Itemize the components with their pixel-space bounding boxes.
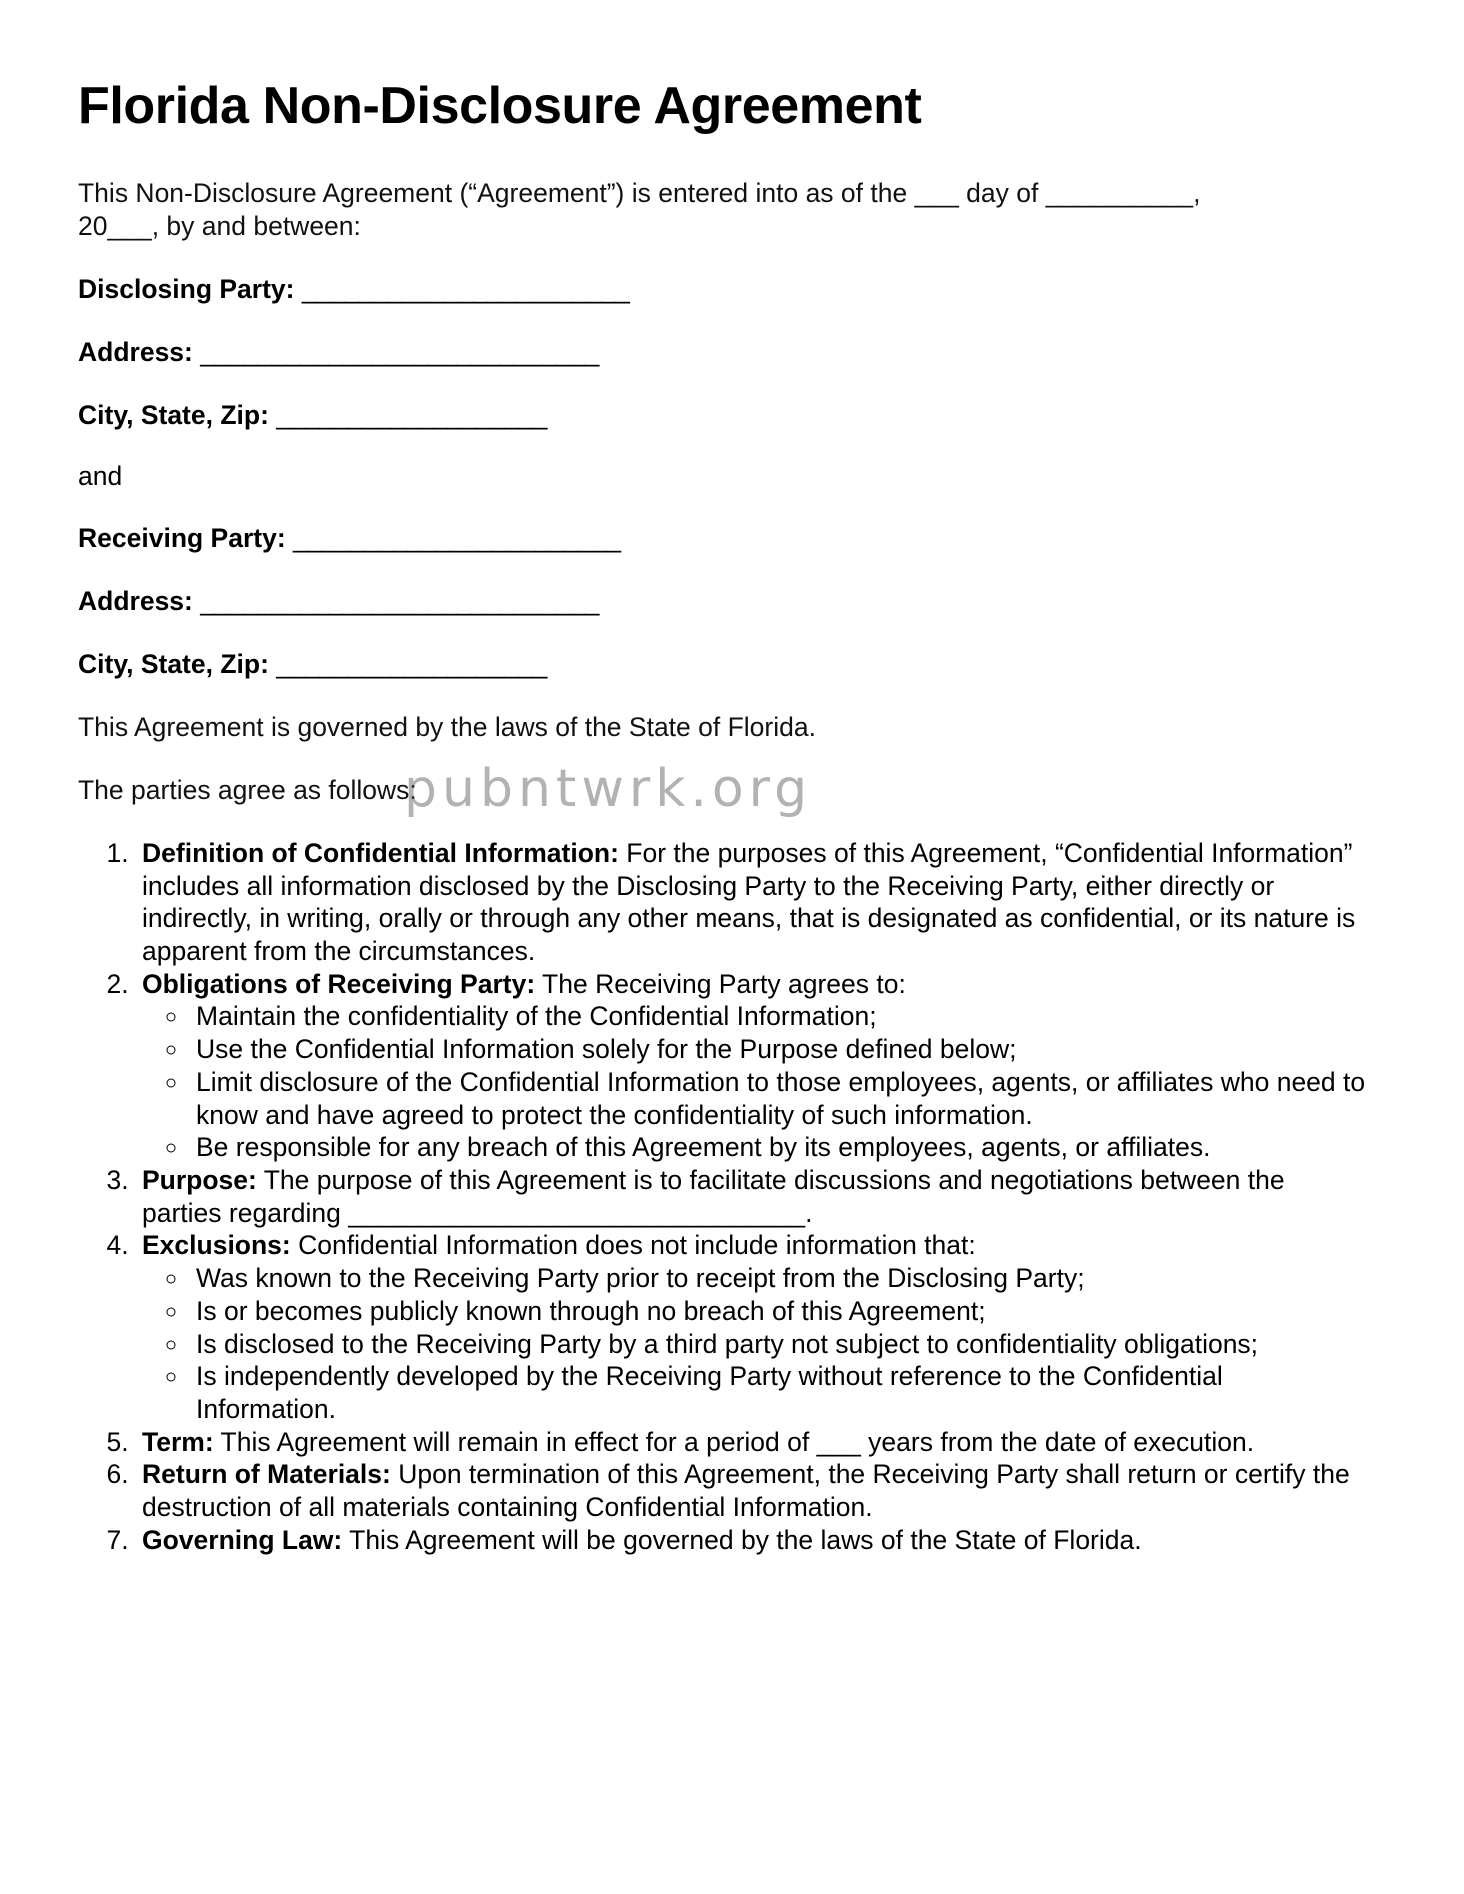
receiving-city-label: City, State, Zip: <box>78 649 269 680</box>
intro-paragraph: This Non-Disclosure Agreement (“Agreement”) is entered into as of the ___ day of __________, 20___, by and between: <box>78 178 1201 242</box>
receiving-address-blank[interactable]: ____________________________ <box>200 586 599 617</box>
term-heading: Purpose: <box>142 1164 257 1195</box>
receiving-address-label: Address: <box>78 586 193 617</box>
term-heading: Exclusions: <box>142 1230 291 1261</box>
term-item <box>136 1458 1368 1523</box>
term-text <box>142 1426 1368 1459</box>
term-text <box>142 837 1368 968</box>
field-receiving-city-state-zip <box>78 648 1368 681</box>
term-text <box>142 1229 1368 1262</box>
term-item <box>136 1426 1368 1459</box>
term-body: For the purposes of this Agreement, “Confidential Information” includes all information disclosed by the Disclosing Party to the Receiving Party, either directly or indirectly, in writing, orally or through any other means, that is designated as confidential, or its nature is apparent from the circumstances. <box>142 837 1356 966</box>
field-disclosing-party <box>78 273 1368 306</box>
term-subitem: ◦ Use the Confidential Information solely for the Purpose defined below; <box>190 1033 1368 1066</box>
term-item <box>136 968 1368 1164</box>
term-body: The Receiving Party agrees to: <box>535 968 906 999</box>
receiving-party-label: Receiving Party: <box>78 523 286 554</box>
field-disclosing-city-state-zip <box>78 399 1368 432</box>
term-subitem: ◦ Is disclosed to the Receiving Party by a third party not subject to confidentiality obligations; <box>190 1328 1368 1361</box>
term-heading: Governing Law: <box>142 1524 343 1555</box>
term-subitem: ◦ Limit disclosure of the Confidential Information to those employees, agents, or affiliates who need to know and have agreed to protect the confidentiality of such information. <box>190 1066 1368 1131</box>
field-receiving-party <box>78 522 1368 555</box>
terms-list <box>78 837 1368 1557</box>
page-title: Florida Non-Disclosure Agreement <box>78 77 922 135</box>
term-heading: Return of Materials: <box>142 1459 391 1490</box>
disclosing-city-blank[interactable]: ___________________ <box>276 399 547 430</box>
receiving-city-blank[interactable]: ___________________ <box>276 649 547 680</box>
governing-law-statement: This Agreement is governed by the laws of the State of Florida. <box>78 712 816 743</box>
agreement-lead-in: The parties agree as follows: <box>78 774 417 805</box>
term-text <box>142 1164 1368 1229</box>
conjunction-and: and <box>78 461 123 492</box>
term-heading: Term: <box>142 1426 214 1457</box>
disclosing-city-label: City, State, Zip: <box>78 399 269 430</box>
term-subitem: ◦ Is independently developed by the Receiving Party without reference to the Confidential Information. <box>190 1360 1368 1425</box>
disclosing-party-blank[interactable]: _______________________ <box>301 273 630 304</box>
field-receiving-address <box>78 585 1368 618</box>
term-body: Confidential Information does not include information that: <box>290 1230 976 1261</box>
receiving-party-blank[interactable]: _______________________ <box>293 523 621 554</box>
term-item <box>136 837 1368 968</box>
term-body: This Agreement will remain in effect for a period of ___ years from the date of execution. <box>213 1426 1255 1457</box>
term-item <box>136 1229 1368 1425</box>
term-subitem: ◦ Is or becomes publicly known through no breach of this Agreement; <box>190 1295 1368 1328</box>
disclosing-address-blank[interactable]: ____________________________ <box>200 336 599 367</box>
term-subitem: ◦ Was known to the Receiving Party prior to receipt from the Disclosing Party; <box>190 1262 1368 1295</box>
term-text <box>142 968 1368 1001</box>
term-text <box>142 1524 1368 1557</box>
disclosing-address-label: Address: <box>78 336 193 367</box>
watermark: pubntwrk.org <box>404 759 813 819</box>
field-disclosing-address <box>78 336 1368 369</box>
term-subitem: ◦ Be responsible for any breach of this Agreement by its employees, agents, or affiliates. <box>190 1131 1368 1164</box>
term-item <box>136 1524 1368 1557</box>
term-subitem: ◦ Maintain the confidentiality of the Confidential Information; <box>190 1000 1368 1033</box>
term-heading: Obligations of Receiving Party: <box>142 968 536 999</box>
term-body: Upon termination of this Agreement, the Receiving Party shall return or certify the destruction of all materials containing Confidential Information. <box>142 1459 1350 1523</box>
term-body: The purpose of this Agreement is to facilitate discussions and negotiations between the parties regarding _______________________________. <box>142 1164 1285 1228</box>
term-subitem-list <box>142 1262 1368 1426</box>
term-body: This Agreement will be governed by the laws of the State of Florida. <box>342 1524 1142 1555</box>
term-subitem-list <box>142 1000 1368 1164</box>
term-heading: Definition of Confidential Information: <box>142 837 619 868</box>
disclosing-party-label: Disclosing Party: <box>78 273 295 304</box>
term-item <box>136 1164 1368 1229</box>
term-text <box>142 1458 1368 1523</box>
